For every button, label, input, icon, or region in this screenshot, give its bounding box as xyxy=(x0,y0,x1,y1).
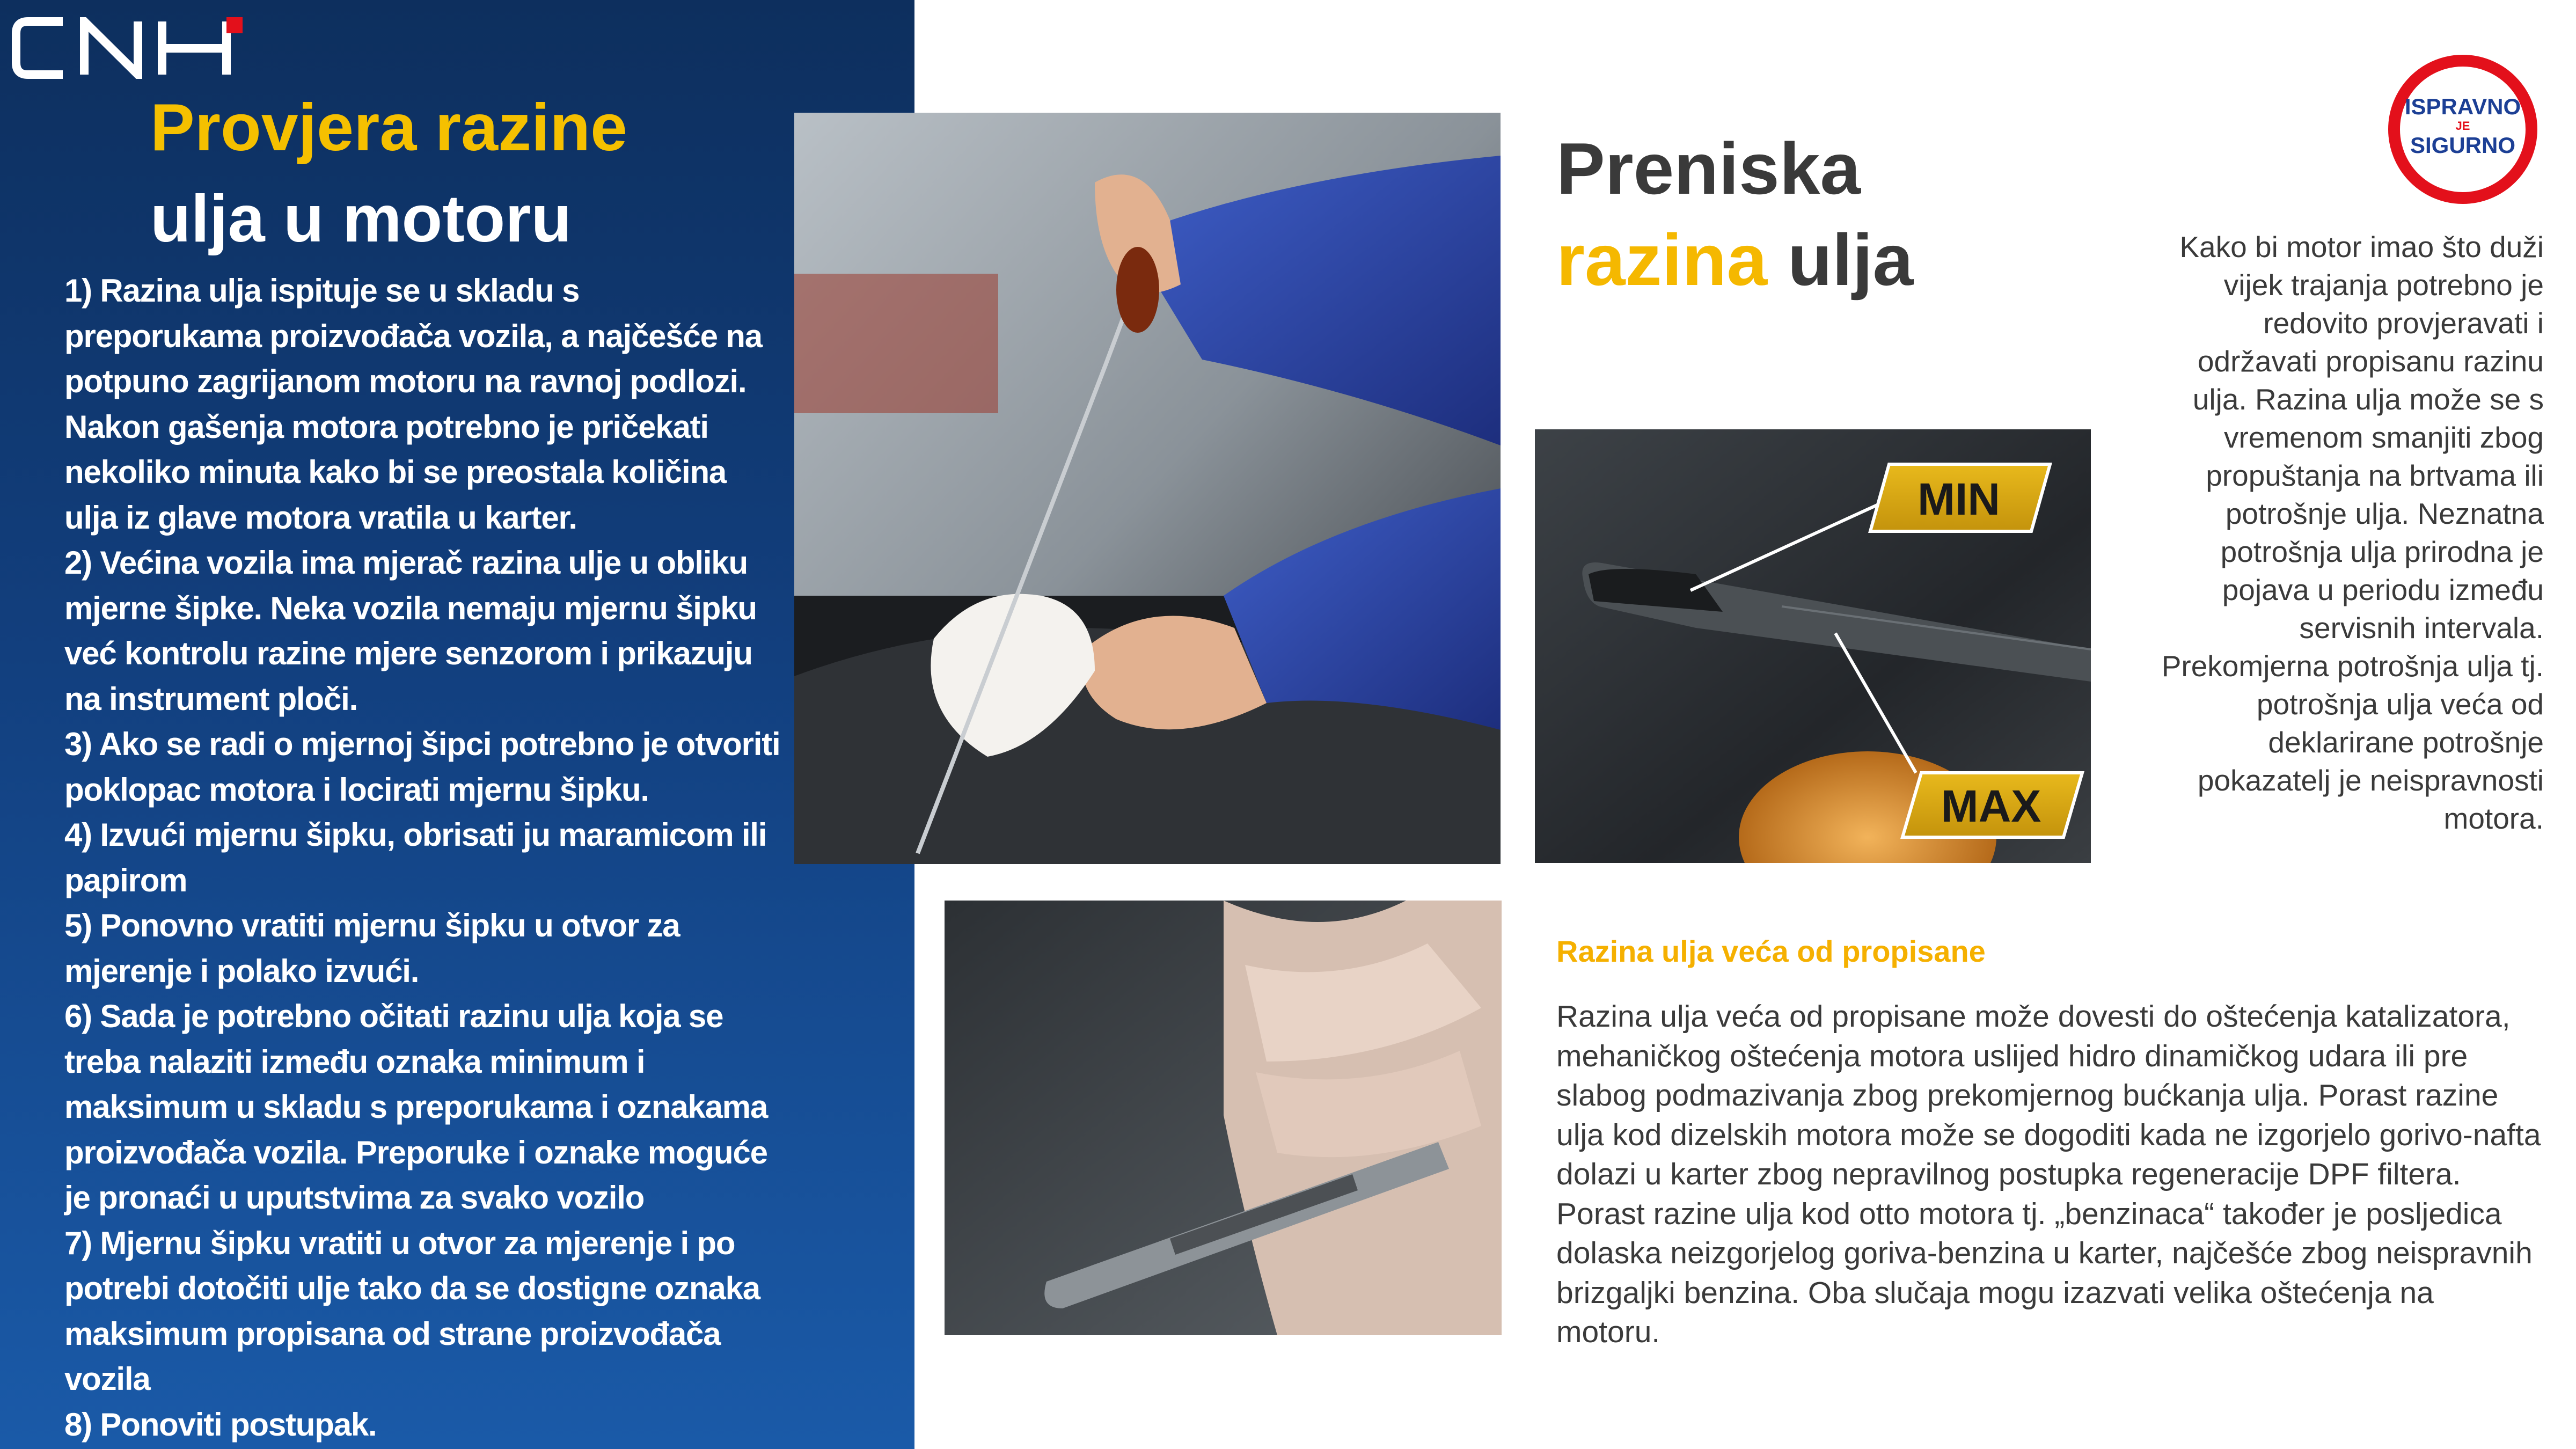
max-label: MAX xyxy=(1941,780,2041,831)
step-3: 3) Ako se radi o mjernoj šipci potrebno je otvoriti poklopac motora i locirati mjernu šipku. xyxy=(64,726,780,808)
heading-accent-word: razina xyxy=(1556,219,1768,301)
ispravno-je-sigurno-badge xyxy=(2387,54,2538,205)
heading-rest-word: ulja xyxy=(1767,219,1914,301)
steps-list xyxy=(64,268,784,1447)
step-2: 2) Većina vozila ima mjerač razina ulje u obliku mjerne šipke. Neka vozila nemaju mjernu šipku već kontrolu razine mjere senzorom i prikazuju na instrument ploči. xyxy=(64,545,757,717)
step-4: 4) Izvući mjernu šipku, obrisati ju maramicom ili papirom xyxy=(64,817,767,898)
heading-low-oil-line1: Preniska xyxy=(1556,128,1861,209)
section-title-line2: ulja u motoru xyxy=(150,182,572,256)
step-7: 7) Mjernu šipku vratiti u otvor za mjerenje i po potrebi dotočiti ulje tako da se dostigne oznaka maksimum propisana od strane proizvođača vozila xyxy=(64,1225,760,1397)
step-5: 5) Ponovno vratiti mjernu šipku u otvor za mjerenje i polako izvući. xyxy=(64,908,680,989)
dipstick-min-max-photo xyxy=(1535,429,2091,863)
mechanic-checking-oil-photo xyxy=(794,113,1501,864)
left-info-panel xyxy=(0,0,914,1449)
subheading-high-oil: Razina ulja veća od propisane xyxy=(1556,934,1986,968)
badge-line2: JE xyxy=(2455,119,2470,133)
heading-low-oil-line2 xyxy=(1556,220,1913,301)
intro-paragraph: Kako bi motor imao što duži vijek trajanja potrebno je redovito provjeravati i održavati propisanu razinu ulja. Razina ulja može se s vremenom smanjiti zbog propuštanja na brtvama ili potrošnje ulja. Neznatna potrošnja ulja prirodna je pojava u periodu između servisnih intervala. Prekomjerna potrošnja ulja tj. potrošnja ulja veća od deklarirane potrošnje pokazatelj je neispravnosti motora. xyxy=(2161,230,2544,835)
section-title-line1: Provjera razine xyxy=(150,91,628,165)
step-6: 6) Sada je potrebno očitati razinu ulja koja se treba nalaziti između oznaka minimum i maksimum u skladu s preporukama i oznakama proizvođača vozila. Preporuke i oznake moguće je pronaći u uputstvima za svako vozilo xyxy=(64,998,768,1216)
step-8: 8) Ponoviti postupak. xyxy=(64,1406,377,1443)
badge-line3: SIGURNO xyxy=(2410,133,2515,158)
step-1: 1) Razina ulja ispituje se u skladu s preporukama proizvođača vozila, a najčešće na potpuno zagrijanom motoru na ravnoj podlozi. Nakon gašenja motora potrebno je pričekati nekoliko minuta kako bi se preostala količina ulja iz glave motora vratila u karter. xyxy=(64,273,762,536)
dipstick-in-hand-photo xyxy=(945,901,1502,1335)
cnh-logo xyxy=(12,17,248,79)
high-oil-paragraph: Razina ulja veća od propisane može dovesti do oštećenja katalizatora, mehaničkog oštećenja motora uslijed hidro dinamičkog udara ili pre slabog podmazivanja zbog prekomjernog bućkanja ulja. Porast razine ulja kod dizelskih motora može se dogoditi kada ne izgorjelo gorivo-nafta dolazi u karter zbog nepravilnog postupka regeneracije DPF filtera. Porast razine ulja kod otto motora tj. „benzinaca“ također je posljedica dolaska neizgorjelog goriva-benzina u karter, najčešće zbog neispravnih brizgaljki benzina. Oba slučaja mogu izazvati velika oštećenja na motoru. xyxy=(1556,999,2541,1349)
badge-line1: ISPRAVNO xyxy=(2404,94,2521,119)
min-label: MIN xyxy=(1918,473,2000,524)
